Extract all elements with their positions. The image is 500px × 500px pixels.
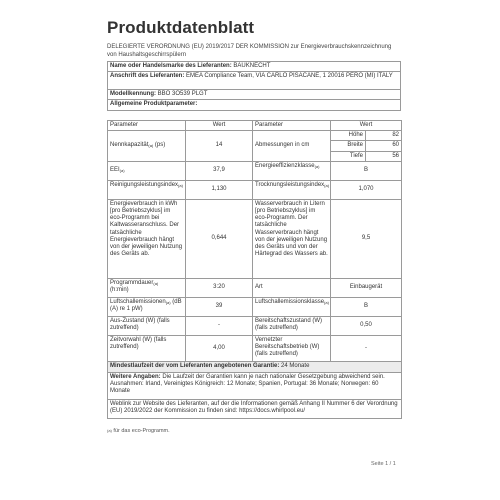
footnote-mark: (a) bbox=[107, 428, 112, 433]
energy-class-value: B bbox=[331, 161, 402, 180]
guarantee-label: Mindestlaufzeit der vom Lieferanten angebotenen Garantie: bbox=[110, 362, 280, 369]
energy-consumption-value: 0,644 bbox=[186, 199, 253, 278]
off-mode-label: Aus-Zustand (W) (falls zutreffend) bbox=[108, 316, 186, 335]
water-consumption-value: 9,5 bbox=[331, 199, 402, 278]
additional-info-cell bbox=[108, 372, 402, 399]
program-duration-value: 3:20 bbox=[186, 278, 253, 297]
guarantee-cell bbox=[108, 361, 402, 372]
table-row bbox=[108, 161, 402, 180]
table-header-row bbox=[108, 121, 402, 131]
type-label: Art bbox=[253, 278, 331, 297]
parameters-table bbox=[107, 120, 402, 419]
additional-info-label: Weitere Angaben: bbox=[110, 373, 161, 380]
general-parameters-heading: Allgemeine Produktparameter: bbox=[108, 100, 401, 110]
standby-value: 0,50 bbox=[331, 316, 402, 335]
eei-value: 37,9 bbox=[186, 161, 253, 180]
param-header-right: Parameter bbox=[253, 121, 331, 131]
delay-start-label: Zeitvorwahl (W) (falls zutreffend) bbox=[108, 335, 186, 361]
guarantee-row bbox=[108, 361, 402, 372]
cleaning-index-label: Reinigungsleistungsindex$^{(a)}$ bbox=[108, 180, 186, 199]
height-value: 82 bbox=[366, 131, 402, 141]
model-label: Modellkennung: bbox=[110, 91, 156, 98]
networked-standby-label: Vernetzter Bereitschaftsbetrieb (W) (falls zutreffend) bbox=[253, 335, 331, 361]
off-mode-value: - bbox=[186, 316, 253, 335]
dimensions-label: Abmessungen in cm bbox=[253, 131, 331, 162]
table-row bbox=[108, 131, 402, 141]
weblink-text: Weblink zur Website des Lieferanten, auf der die Informationen gemäß Anhang II Nummer 6 der Verordnung (EU) 2019/2022 der Kommission zu finden sind: https://docs.whirlpool.eu/ bbox=[108, 399, 402, 418]
height-label: Höhe bbox=[331, 131, 366, 141]
supplier-table bbox=[107, 61, 401, 111]
value-header-left: Wert bbox=[186, 121, 253, 131]
energy-class-label: Energieeffizienzklasse$^{(a)}$ bbox=[253, 161, 331, 180]
eei-label: EEI$^{(a)}$ bbox=[108, 161, 186, 180]
page-number: Seite 1 / 1 bbox=[371, 461, 396, 467]
width-value: 60 bbox=[366, 141, 402, 151]
additional-info-text: Die Laufzeit der Garantien kann je nach nationaler Gesetzgebung abweichend sein. Ausnahmen: Irland, Vereinigtes Königreich: 12 Monate; Spanien, Portugal: 36 Monate; Norwegen: 60 Monate bbox=[110, 373, 385, 395]
guarantee-value: 24 Monate bbox=[281, 362, 310, 369]
brand-value: BAUKNECHT bbox=[233, 63, 271, 69]
brand-label: Name oder Handelsmarke des Lieferanten: bbox=[110, 63, 232, 69]
model-row bbox=[108, 90, 401, 100]
noise-value: 39 bbox=[186, 297, 253, 316]
regulation-subtitle: DELEGIERTE VERORDNUNG (EU) 2019/2017 DER KOMMISSION zur Energieverbrauchskennzeichnung von Haushaltsgeschirrspülern bbox=[107, 44, 392, 58]
type-value: Einbaugerät bbox=[331, 278, 402, 297]
rated-capacity-value: 14 bbox=[186, 131, 253, 162]
drying-index-label: Trocknungsleistungsindex$^{(a)}$ bbox=[253, 180, 331, 199]
address-label: Anschrift des Lieferanten: bbox=[110, 73, 185, 80]
table-row bbox=[108, 316, 402, 335]
drying-index-value: 1,070 bbox=[331, 180, 402, 199]
delay-start-value: 4,00 bbox=[186, 335, 253, 361]
footnote bbox=[107, 428, 170, 434]
rated-capacity-label: Nennkapazität$^{(a)}$ (ps) bbox=[108, 131, 186, 162]
footnote-text: für das eco-Programm. bbox=[113, 428, 170, 434]
value-header-right: Wert bbox=[331, 121, 402, 131]
noise-label: Luftschallemissionen$^{(a)}$ (dB (A) re 1 pW) bbox=[108, 297, 186, 316]
table-row bbox=[108, 180, 402, 199]
weblink-row bbox=[108, 399, 402, 418]
noise-class-value: B bbox=[331, 297, 402, 316]
water-consumption-label: Wasserverbrauch in Litern [pro Betriebszyklus] im eco-Programm. Der tatsächliche Wasserverbrauch hängt von der jeweiligen Nutzung des Geräts und von der Härtegrad des Wassers ab. bbox=[253, 199, 331, 278]
table-row bbox=[108, 297, 402, 316]
program-duration-label: Programmdauer$^{(a)}$ (h:min) bbox=[108, 278, 186, 297]
width-label: Breite bbox=[331, 141, 366, 151]
depth-label: Tiefe bbox=[331, 151, 366, 161]
table-row bbox=[108, 278, 402, 297]
model-value: BBO 3O539 PLGT bbox=[157, 91, 208, 98]
address-value: EMEA Compliance Team, VIA CARLO PISACANE, 1 20016 PERO (MI) ITALY bbox=[186, 73, 393, 80]
param-header-left: Parameter bbox=[108, 121, 186, 131]
brand-row bbox=[108, 62, 401, 72]
standby-label: Bereitschaftszustand (W) (falls zutreffend) bbox=[253, 316, 331, 335]
table-row bbox=[108, 199, 402, 278]
address-row bbox=[108, 72, 401, 90]
noise-class-label: Luftschallemissionsklasse$^{(a)}$ bbox=[253, 297, 331, 316]
networked-standby-value: - bbox=[331, 335, 402, 361]
page-title: Produktdatenblatt bbox=[107, 18, 255, 37]
cleaning-index-value: 1,130 bbox=[186, 180, 253, 199]
energy-consumption-label: Energieverbrauch in kWh [pro Betriebszyklus] im eco-Programm bei Kaltwasseranschluss. Der tatsächliche Energieverbrauch hängt von der jeweiligen Nutzung des Geräts ab. bbox=[108, 199, 186, 278]
table-row bbox=[108, 335, 402, 361]
depth-value: 56 bbox=[366, 151, 402, 161]
additional-info-row bbox=[108, 372, 402, 399]
